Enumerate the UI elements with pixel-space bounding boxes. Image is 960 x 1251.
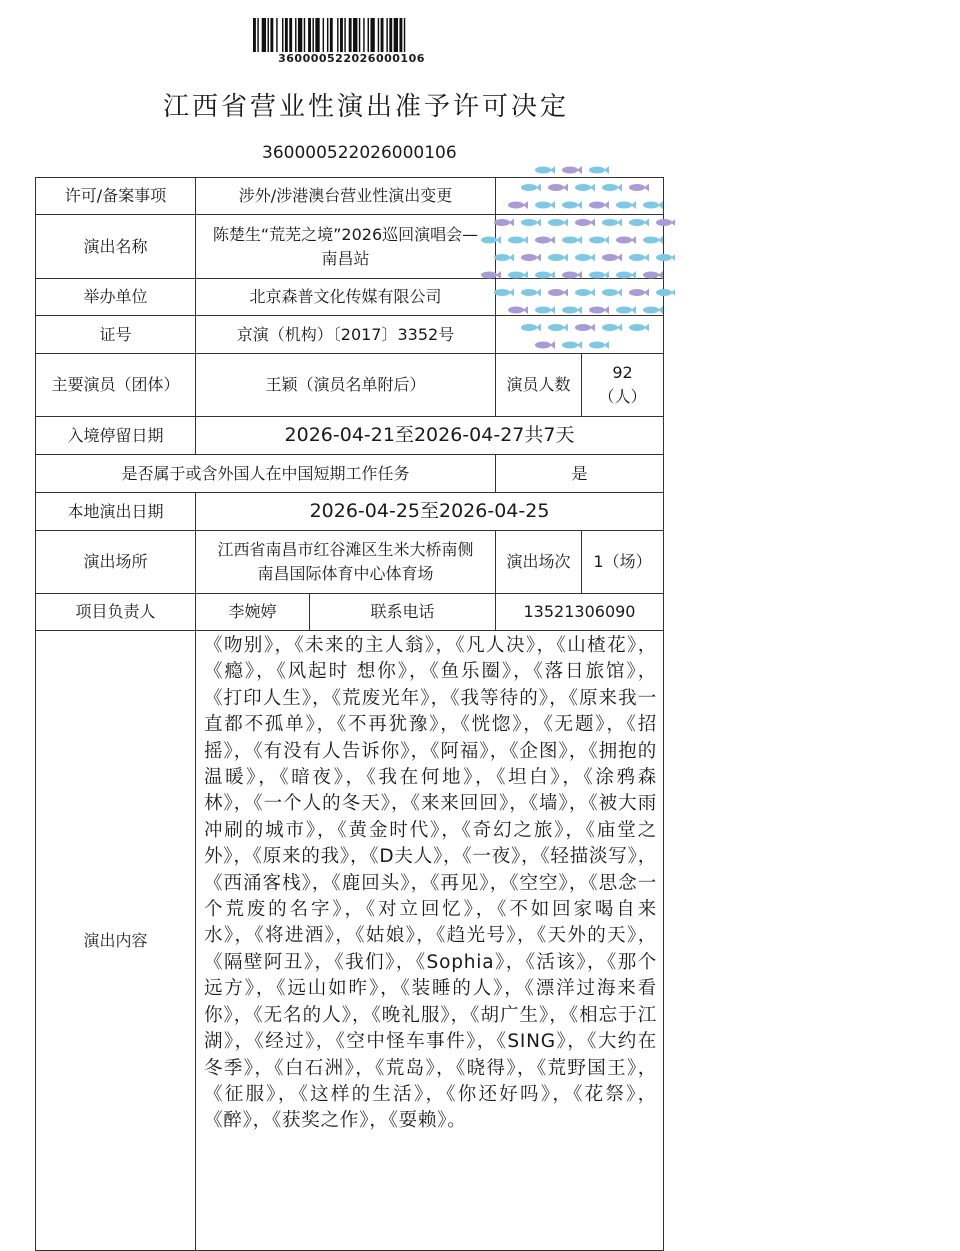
barcode-bar [368, 18, 369, 52]
short-term-work-answer: 是 [496, 455, 664, 493]
barcode-bar [337, 18, 338, 52]
document-number: 360000522026000106 [262, 143, 457, 163]
fish-icon [589, 166, 609, 174]
local-dates-value: 2026-04-25至2026-04-25 [196, 493, 664, 531]
barcode-bar [389, 18, 392, 52]
barcode-number: 360000522026000106 [278, 52, 425, 65]
barcode-bar [285, 18, 288, 52]
barcode-bar [370, 18, 374, 52]
phone-label: 联系电话 [310, 594, 496, 631]
permit-table [35, 177, 664, 1251]
sessions-label: 演出场次 [496, 531, 582, 594]
organizer-blank [496, 279, 664, 316]
barcode-bar [386, 18, 387, 52]
barcode-bar [344, 18, 345, 52]
content-song-list: 《吻别》，《未来的主人翁》，《凡人决》，《山楂花》，《瘾》，《风起时 想你》，《鱼乐圈》，《落日旅馆》，《打印人生》，《荒废光年》，《我等待的》，《原来我一直都不孤单》，《不再犹豫》，《恍惚》，《无题》，《招摇》，《有没有人告诉你》，《阿福》，《企图》，《拥抱的温暖》，《暗夜》，《我在何地》，《坦白》，《涂鸦森林》，《一个人的冬天》，《来来回回》，《墙》，《被大雨冲刷的城市》，《黄金时代》，《奇幻之旅》，《庙堂之外》，《原来的我》，《D夫人》，《一夜》，《轻描淡写》，《西涌客栈》，《鹿回头》，《再见》，《空空》，《思念一个荒废的名字》，《对立回忆》，《不如回家喝自来水》，《将进酒》，《姑娘》，《趋光号》，《天外的天》，《隔壁阿丑》，《我们》，《Sophia》，《活该》，《那个远方》，《远山如昨》，《装睡的人》，《漂洋过海来看你》，《无名的人》，《晚礼服》，《胡广生》，《相忘于江湖》，《经过》，《空中怪车事件》，《SING》，《大约在冬季》，《白石洲》，《荒岛》，《晓得》，《荒野国王》，《征服》，《这样的生活》，《你还好吗》，《花祭》，《醉》，《获奖之作》，《耍赖》。 [196, 631, 664, 1251]
permit-item-value: 涉外/涉港澳台营业性演出变更 [196, 178, 496, 215]
license-blank [496, 316, 664, 354]
row-show-name [36, 215, 664, 279]
row-short-term-work [36, 455, 664, 493]
barcode-bar [330, 18, 333, 52]
show-name-blank [496, 215, 664, 279]
barcode-bar [270, 18, 273, 52]
fish-icon [535, 166, 555, 174]
document-title: 江西省营业性演出准予许可决定 [163, 92, 570, 122]
barcode-bar [295, 18, 296, 52]
row-manager [36, 594, 664, 631]
venue-label: 演出场所 [36, 531, 196, 594]
main-performer-value: 王颖（演员名单附后） [196, 354, 496, 417]
barcode-bar [308, 18, 311, 52]
phone-value: 13521306090 [496, 594, 664, 631]
barcode-image [253, 18, 450, 52]
show-name-value: 陈楚生“荒芜之境”2026巡回演唱会— 南昌站 [196, 215, 496, 279]
barcode-bar [315, 18, 319, 52]
main-performer-label: 主要演员（团体） [36, 354, 196, 417]
permit-item-label: 许可/备案事项 [36, 178, 196, 215]
row-main-performer [36, 354, 664, 417]
barcode-bar [282, 18, 283, 52]
stay-dates-value: 2026-04-21至2026-04-27共7天 [196, 417, 664, 455]
license-label: 证号 [36, 316, 196, 354]
barcode-bar [363, 18, 364, 52]
row-venue [36, 531, 664, 594]
license-value: 京演（机构）〔2017〕3352号 [196, 316, 496, 354]
row-stay-dates [36, 417, 664, 455]
performer-count-value: 92 （人） [582, 354, 664, 417]
row-content [36, 631, 664, 1251]
barcode-bar [359, 18, 360, 52]
barcode-bar [399, 18, 402, 52]
barcode-bar [327, 18, 328, 52]
barcode-bar [312, 18, 313, 52]
organizer-label: 举办单位 [36, 279, 196, 316]
barcode-bar [340, 18, 343, 52]
barcode-bar [378, 18, 379, 52]
performer-count-label: 演员人数 [496, 354, 582, 417]
barcode-bar [289, 18, 292, 52]
barcode-bar [304, 18, 305, 52]
barcode-bar [268, 18, 269, 52]
content-label: 演出内容 [36, 631, 196, 1251]
permit-item-blank [496, 178, 664, 215]
row-organizer [36, 279, 664, 316]
row-local-dates [36, 493, 664, 531]
barcode-bar [353, 18, 357, 52]
short-term-work-question: 是否属于或含外国人在中国短期工作任务 [36, 455, 496, 493]
barcode-bar [404, 18, 405, 52]
row-permit-item [36, 178, 664, 215]
row-license [36, 316, 664, 354]
barcode-bar [298, 18, 302, 52]
sessions-value: 1（场） [582, 531, 664, 594]
stay-dates-label: 入境停留日期 [36, 417, 196, 455]
barcode-bar [349, 18, 352, 52]
organizer-value: 北京森普文化传媒有限公司 [196, 279, 496, 316]
barcode-bar [276, 18, 277, 52]
venue-value: 江西省南昌市红谷滩区生米大桥南侧 南昌国际体育中心体育场 [196, 531, 496, 594]
local-dates-label: 本地演出日期 [36, 493, 196, 531]
barcode-bar [257, 18, 258, 52]
barcode-bar [381, 18, 384, 52]
fish-icon [562, 166, 582, 174]
barcode-bar [253, 18, 256, 52]
manager-name: 李婉婷 [196, 594, 310, 631]
manager-label: 项目负责人 [36, 594, 196, 631]
barcode-bar [262, 18, 266, 52]
show-name-label: 演出名称 [36, 215, 196, 279]
barcode-bar [323, 18, 324, 52]
barcode-bar [394, 18, 398, 52]
